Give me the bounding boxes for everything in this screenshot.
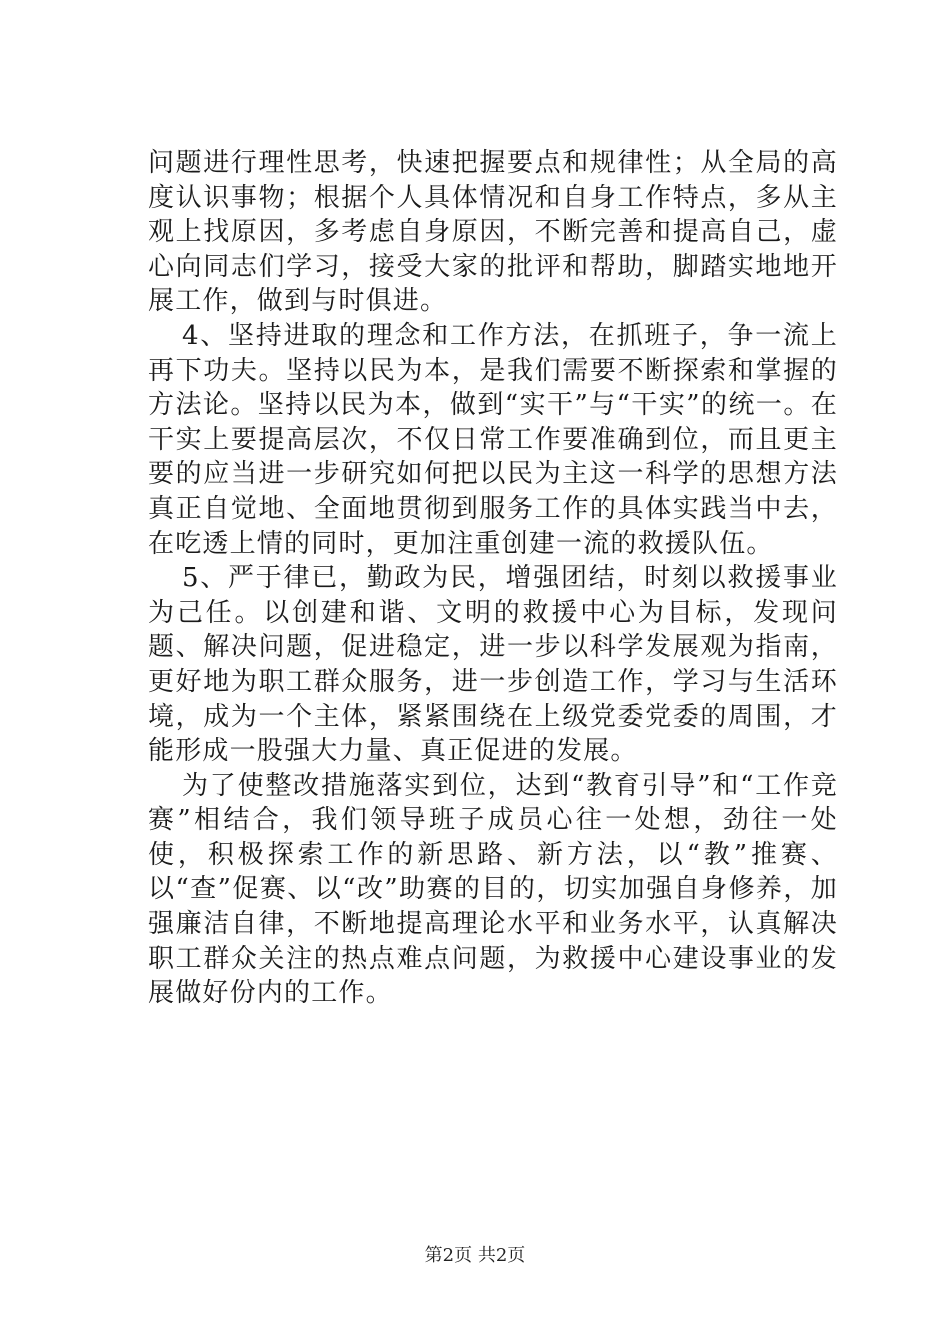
paragraph-2: 4、坚持进取的理念和工作方法，在抓班子，争一流上再下功夫。坚持以民为本，是我们需要不断探索和掌握的方法论。坚持以民为本，做到“实干”与“干实”的统一。在干实上要提高层次，不仅日常工作要准确到位，而且更主要的应当进一步研究如何把以民为主这一科学的思想方法真正自觉地、全面地贯彻到服务工作的具体实践当中去，在吃透上情的同时，更加注重创建一流的救援队伍。 xyxy=(148,320,838,559)
page-number-label: 第2页 共2页 xyxy=(424,1245,526,1266)
paragraph-4: 为了使整改措施落实到位，达到“教育引导”和“工作竞赛”相结合，我们领导班子成员心往一处想，劲往一处使，积极探索工作的新思路、新方法，以“教”推赛、以“查”促赛、以“改”助赛的目的，切实加强自身修养，加强廉洁自律，不断地提高理论水平和业务水平，认真解决职工群众关注的热点难点问题，为救援中心建设事业的发展做好份内的工作。 xyxy=(148,770,838,1009)
page-footer xyxy=(0,1244,950,1268)
document-body xyxy=(148,146,838,1011)
paragraph-1: 问题进行理性思考，快速把握要点和规律性；从全局的高度认识事物；根据个人具体情况和自身工作特点，多从主观上找原因，多考虑自身原因，不断完善和提高自己，虚心向同志们学习，接受大家的批评和帮助，脚踏实地地开展工作，做到与时俱进。 xyxy=(148,148,838,317)
paragraph-3: 5、严于律已，勤政为民，增强团结，时刻以救援事业为己任。以创建和谐、文明的救援中心为目标，发现问题、解决问题，促进稳定，进一步以科学发展观为指南，更好地为职工群众服务，进一步创造工作，学习与生活环境，成为一个主体，紧紧围绕在上级党委党委的周围，才能形成一股强大力量、真正促进的发展。 xyxy=(148,563,838,767)
